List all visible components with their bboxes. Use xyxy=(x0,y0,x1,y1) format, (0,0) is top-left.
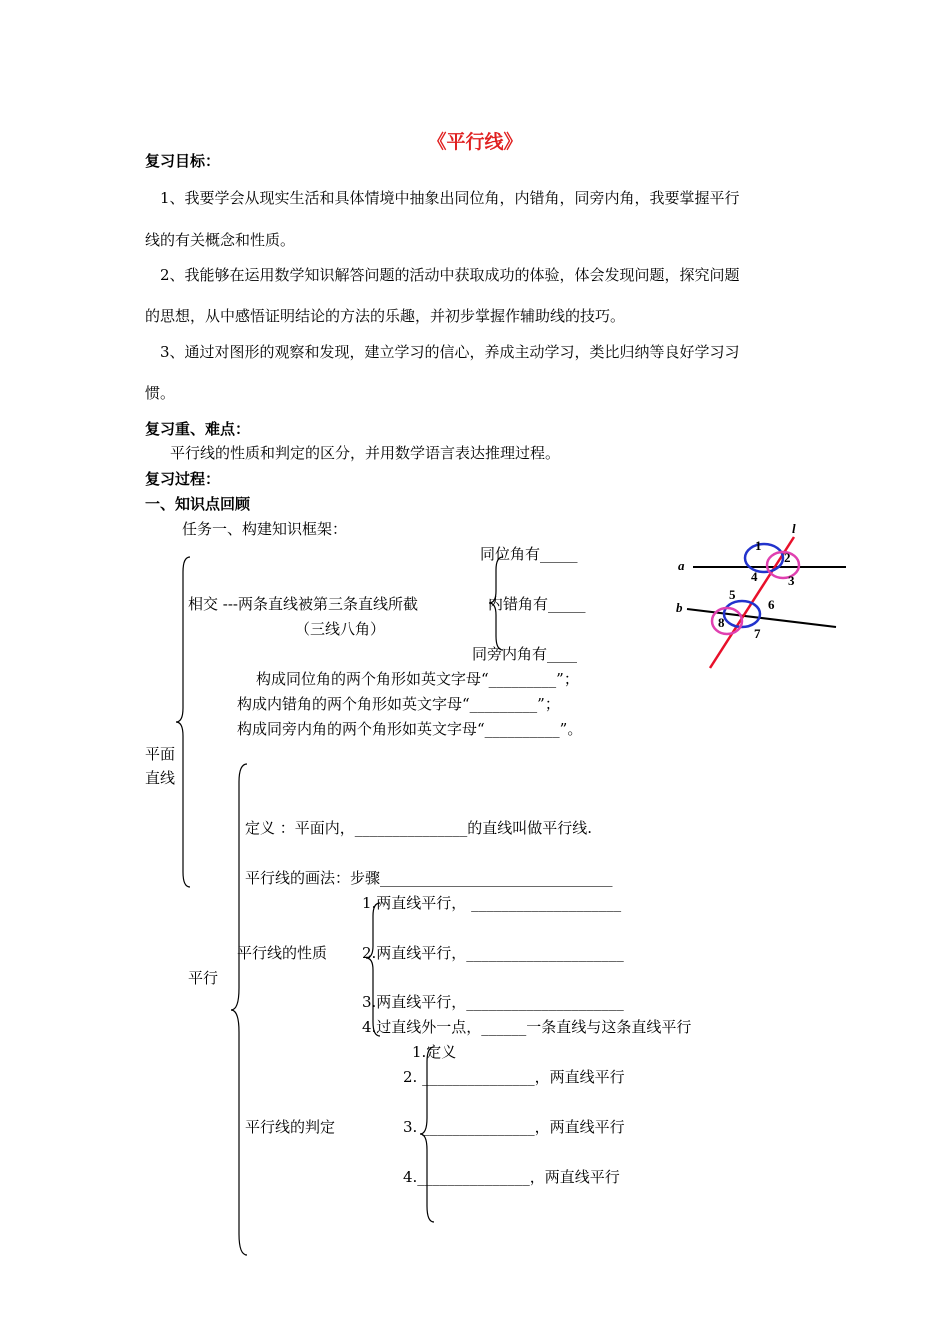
parallel-label: 平行 xyxy=(188,969,219,987)
goal-2-line-2: 的思想，从中感悟证明结论的方法的乐趣，并初步掌握作辅助线的技巧。 xyxy=(145,307,626,325)
intersect-line: 相交 ---两条直线被第三条直线所截 xyxy=(188,595,418,613)
goal-2-line-1: 2、我能够在运用数学知识解答问题的活动中获取成功的体验，体会发现问题，探究问题 xyxy=(160,266,740,284)
root-label-2: 直线 xyxy=(145,769,176,787)
judgement-1: 1.定义 xyxy=(412,1043,457,1061)
property-4: 4.过直线外一点，______一条直线与这条直线平行 xyxy=(362,1018,692,1036)
angle-label-2: 2 xyxy=(784,550,791,565)
property-2: 2.两直线平行，_____________________ xyxy=(362,944,624,962)
angle-label-4: 4 xyxy=(751,569,758,584)
line-b xyxy=(687,609,836,627)
judgement-4: 4._______________，两直线平行 xyxy=(403,1168,620,1186)
corresponding-angles: 同位角有_____ xyxy=(480,545,578,563)
property-3: 3.两直线平行，_____________________ xyxy=(362,993,624,1011)
letter-alternate: 构成内错角的两个角形如英文字母“_________”； xyxy=(237,695,560,713)
task-1: 任务一、构建知识框架： xyxy=(182,520,348,538)
page-title: 《平行线》 xyxy=(427,131,523,153)
property-1: 1.两直线平行， ____________________ xyxy=(362,894,622,912)
three-lines-eight-angles: （三线八角） xyxy=(295,620,386,638)
label-b: b xyxy=(676,600,683,615)
angle-label-8: 8 xyxy=(718,615,725,630)
property-label: 平行线的性质 xyxy=(237,944,328,962)
goal-3-line-1: 3、通过对图形的观察和发现，建立学习的信心，养成主动学习，类比归纳等良好学习习 xyxy=(160,343,740,361)
goals-heading: 复习目标： xyxy=(145,152,221,170)
process-heading: 复习过程： xyxy=(145,470,221,488)
angle-label-5: 5 xyxy=(729,587,736,602)
angle-label-3: 3 xyxy=(788,573,795,588)
letter-co-interior: 构成同旁内角的两个角形如英文字母“__________”。 xyxy=(237,720,583,738)
goal-1-line-1: 1、我要学会从现实生活和具体情境中抽象出同位角，内错角，同旁内角，我要掌握平行 xyxy=(160,189,740,207)
judgement-3: 3. _______________，两直线平行 xyxy=(403,1118,625,1136)
alternate-angles: 内错角有_____ xyxy=(488,595,586,613)
key-text: 平行线的性质和判定的区分，并用数学语言表达推理过程。 xyxy=(170,444,561,462)
angle-label-7: 7 xyxy=(754,626,761,641)
goal-1-line-2: 线的有关概念和性质。 xyxy=(145,231,296,249)
judgement-label: 平行线的判定 xyxy=(245,1118,336,1136)
angle-label-6: 6 xyxy=(768,597,775,612)
co-interior-angles: 同旁内角有____ xyxy=(472,645,578,663)
parallel-definition: 定义 ：平面内，_______________的直线叫做平行线. xyxy=(245,819,593,837)
label-l: l xyxy=(792,521,796,536)
letter-corresponding: 构成同位角的两个角形如英文字母“_________”； xyxy=(256,670,579,688)
parallel-drawing: 平行线的画法：步骤_______________________________ xyxy=(245,869,613,887)
label-a: a xyxy=(678,558,685,573)
angle-label-1: 1 xyxy=(755,538,762,553)
key-heading: 复习重、难点： xyxy=(145,420,251,438)
section-1-heading: 一、知识点回顾 xyxy=(145,495,251,513)
judgement-2: 2. _______________，两直线平行 xyxy=(403,1068,625,1086)
root-label-1: 平面 xyxy=(145,745,176,763)
goal-3-line-2: 惯。 xyxy=(145,384,176,402)
